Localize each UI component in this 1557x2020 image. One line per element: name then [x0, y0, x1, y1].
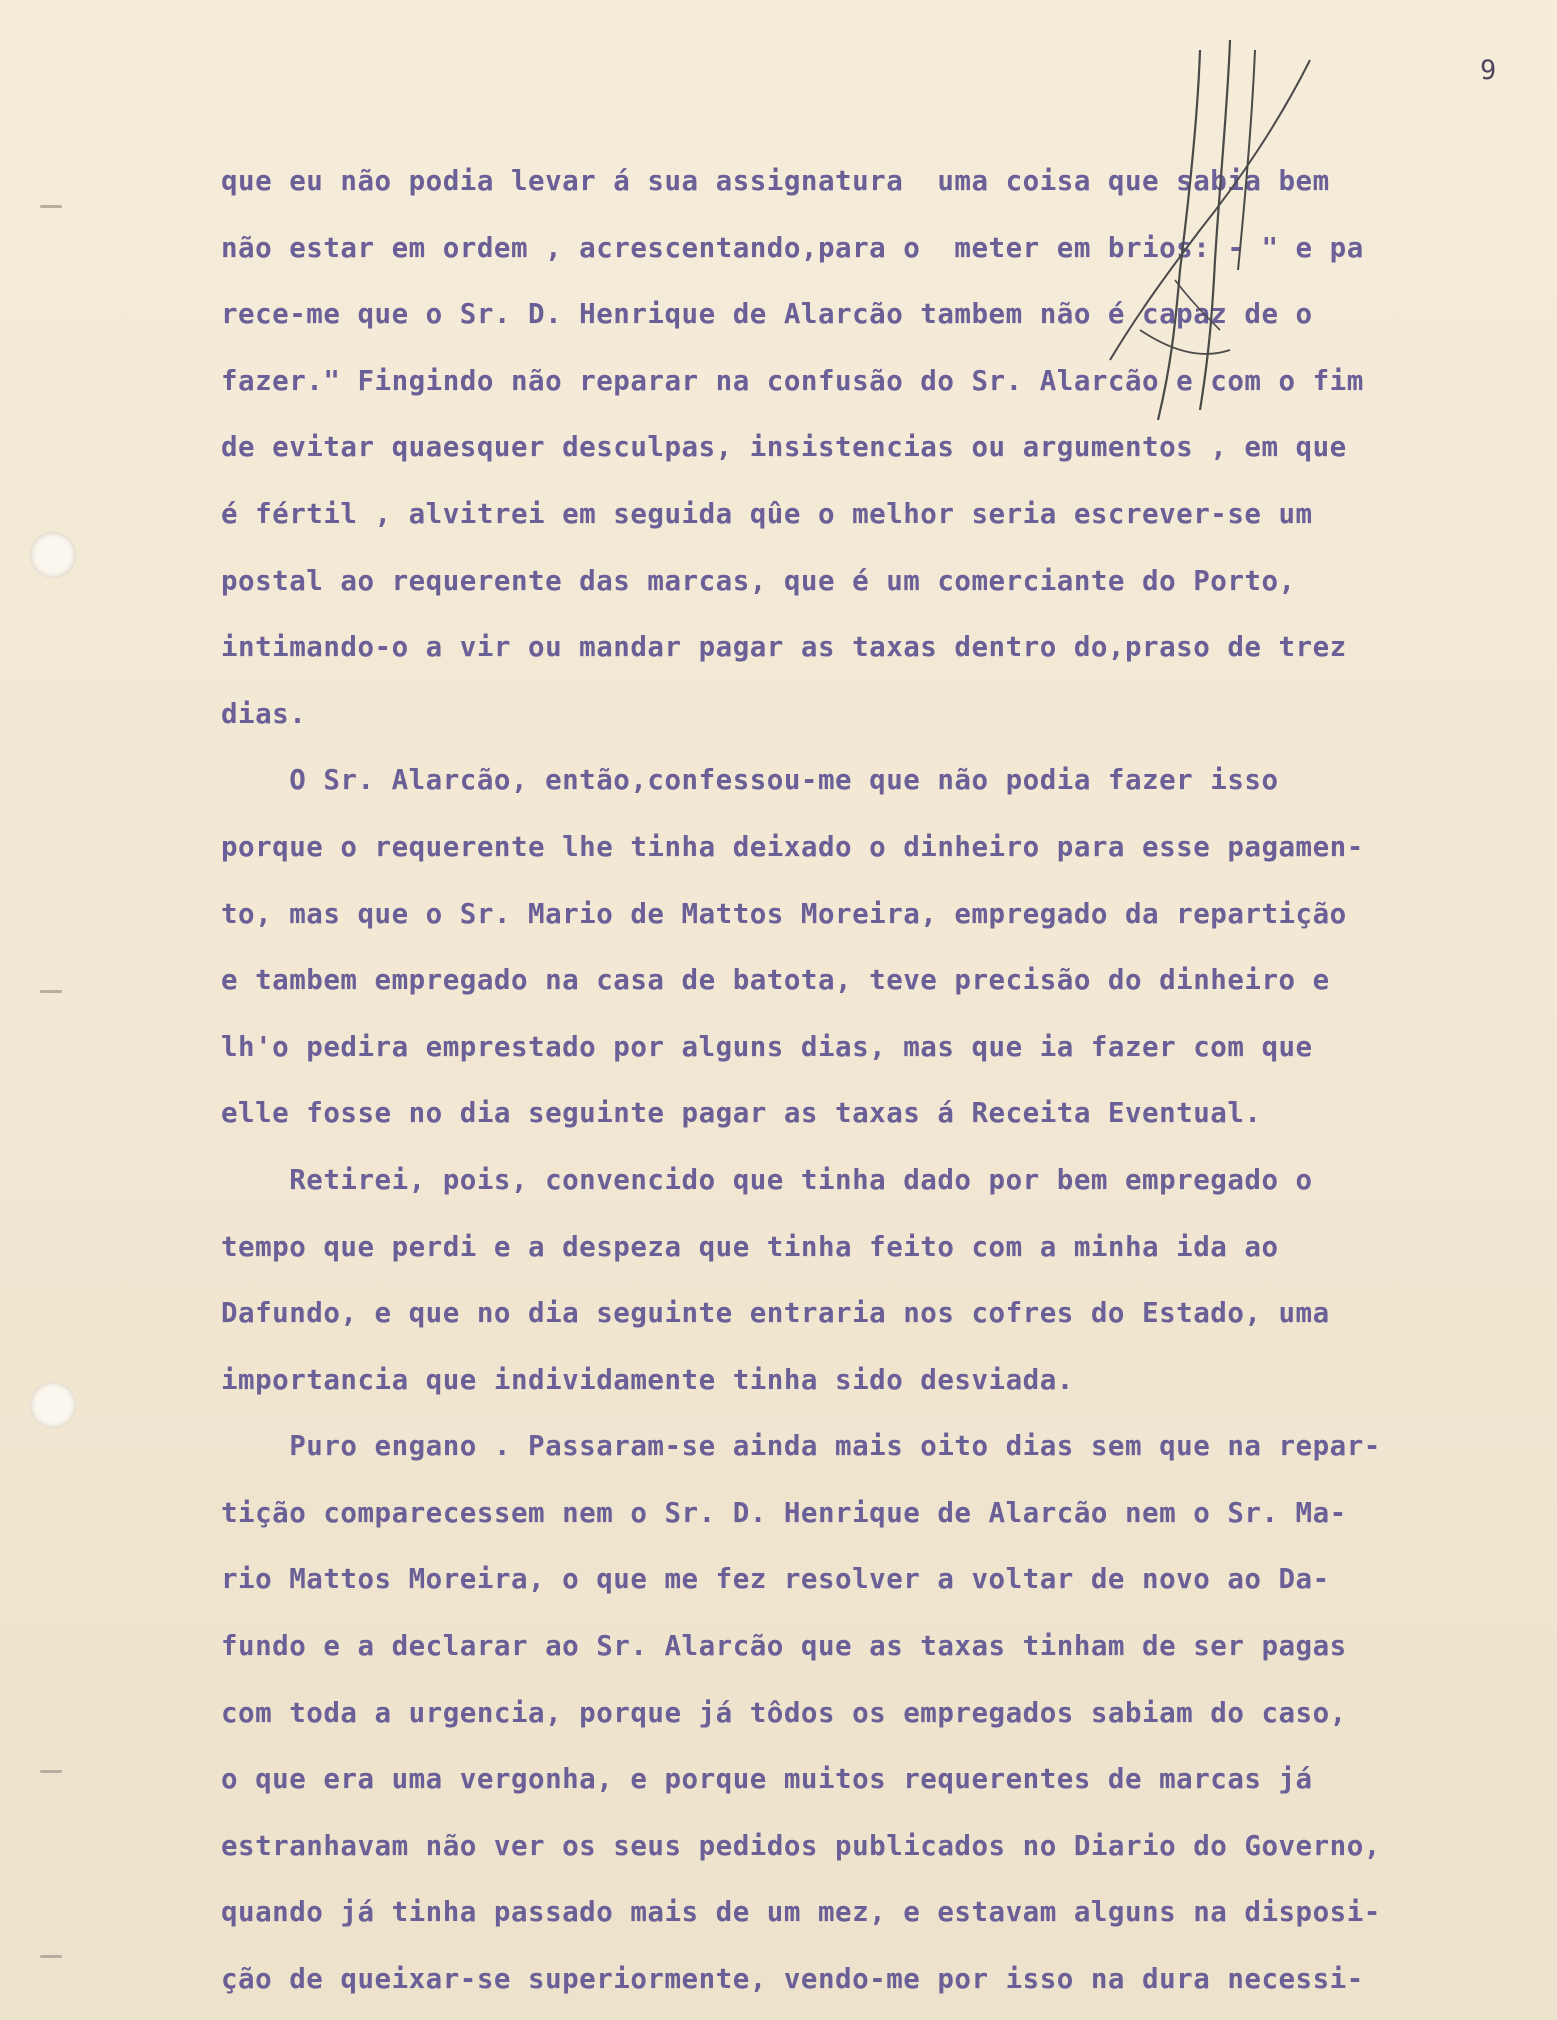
punch-hole-top: [30, 532, 76, 578]
text-line: Dafundo, e que no dia seguinte entraria nos cofres do Estado, uma: [221, 1297, 1330, 1330]
text-line: é fértil , alvitrei em seguida qûe o melhor seria escrever-se um: [221, 497, 1313, 530]
text-line: Retirei, pois, convencido que tinha dado por bem empregado o: [221, 1163, 1313, 1196]
text-line: lh'o pedira emprestado por alguns dias, mas que ia fazer com que: [221, 1030, 1313, 1063]
text-line: fazer." Fingindo não reparar na confusão do Sr. Alarcão e com o fim: [221, 364, 1364, 397]
text-line: de evitar quaesquer desculpas, insistencias ou argumentos , em que: [221, 431, 1347, 464]
text-line: intimando-o a vir ou mandar pagar as taxas dentro do,praso de trez: [221, 631, 1347, 664]
text-line: não estar em ordem , acrescentando,para o meter em brios: - " e pa: [221, 231, 1364, 264]
text-line: o que era uma vergonha, e porque muitos requerentes de marcas já: [221, 1763, 1313, 1796]
text-line: rio Mattos Moreira, o que me fez resolver a voltar de novo ao Da-: [221, 1563, 1330, 1596]
text-line: fundo e a declarar ao Sr. Alarcão que as taxas tinham de ser pagas: [221, 1630, 1347, 1663]
margin-mark: [40, 990, 62, 993]
text-line: que eu não podia levar á sua assignatura uma coisa que sabia bem: [221, 165, 1330, 197]
page-number: 9: [1480, 55, 1497, 86]
text-line: com toda a urgencia, porque já tôdos os empregados sabiam do caso,: [221, 1696, 1347, 1729]
text-line: to, mas que o Sr. Mario de Mattos Moreira, empregado da repartição: [221, 897, 1347, 930]
text-line: ção de queixar-se superiormente, vendo-me por isso na dura necessi-: [221, 1963, 1364, 1996]
text-line: Puro engano . Passaram-se ainda mais oito dias sem que na repar-: [221, 1430, 1381, 1463]
text-line: O Sr. Alarcão, então,confessou-me que não podia fazer isso: [221, 764, 1279, 797]
handwritten-annotation-icon: [1080, 30, 1340, 450]
text-line: e tambem empregado na casa de batota, teve precisão do dinheiro e: [221, 964, 1330, 997]
text-line: porque o requerente lhe tinha deixado o dinheiro para esse pagamen-: [221, 830, 1364, 863]
punch-hole-bottom: [30, 1382, 76, 1428]
text-line: quando já tinha passado mais de um mez, e estavam alguns na disposi-: [221, 1896, 1381, 1929]
text-line: estranhavam não ver os seus pedidos publicados no Diario do Governo,: [221, 1829, 1381, 1862]
margin-mark: [40, 1955, 62, 1958]
margin-mark: [40, 205, 62, 208]
text-line: tempo que perdi e a despeza que tinha feito com a minha ida ao: [221, 1230, 1279, 1263]
typed-body-text: [221, 148, 1551, 2013]
text-line: rece-me que o Sr. D. Henrique de Alarcão tambem não é capaz de o: [221, 298, 1313, 331]
text-line: tição comparecessem nem o Sr. D. Henrique de Alarcão nem o Sr. Ma-: [221, 1496, 1347, 1529]
margin-mark: [40, 1770, 62, 1773]
text-line: elle fosse no dia seguinte pagar as taxas á Receita Eventual.: [221, 1097, 1262, 1130]
text-line: importancia que individamente tinha sido desviada.: [221, 1363, 1074, 1396]
text-line: postal ao requerente das marcas, que é um comerciante do Porto,: [221, 564, 1296, 597]
text-line: dias.: [221, 697, 307, 730]
